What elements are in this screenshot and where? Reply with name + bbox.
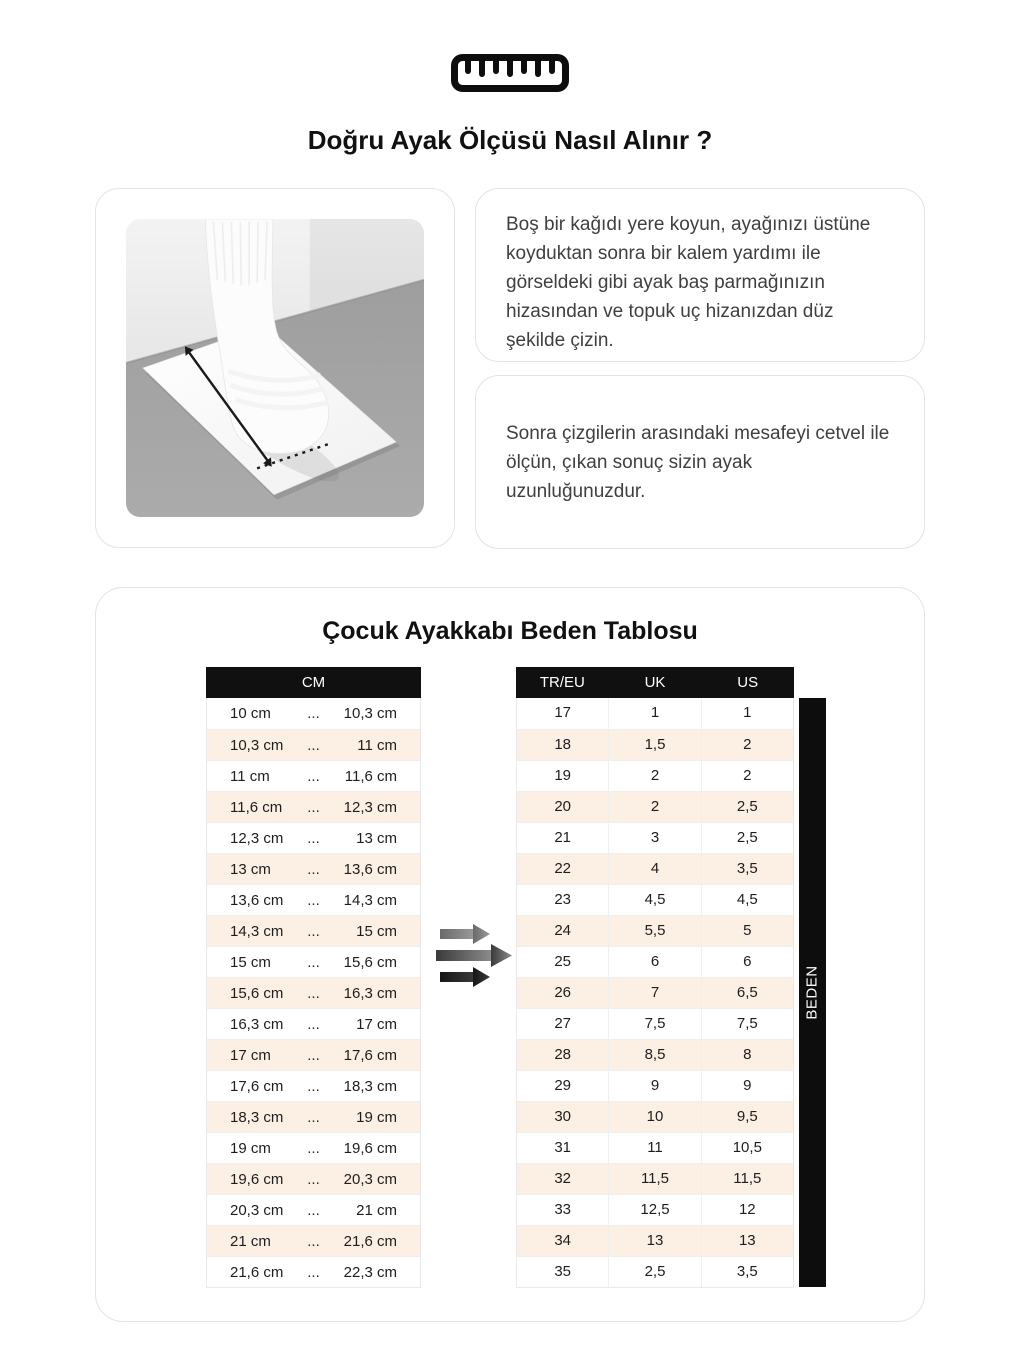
us-value: 5 (701, 916, 793, 946)
cm-to-value: 17,6 cm (343, 1046, 397, 1064)
range-dots: ... (307, 1015, 320, 1033)
cm-from-value: 15,6 cm (230, 984, 284, 1002)
size-table-row (517, 1225, 793, 1256)
tr-eu-value: 22 (554, 860, 571, 877)
range-dots: ... (307, 829, 320, 847)
cm-to-value: 12,3 cm (343, 798, 397, 816)
cm-table-row (207, 698, 420, 729)
size-table-row (517, 729, 793, 760)
size-table-row (517, 915, 793, 946)
tr-eu-value: 27 (554, 1015, 571, 1032)
us-value: 1 (701, 698, 793, 729)
size-table-row (517, 884, 793, 915)
uk-value: 7,5 (608, 1009, 700, 1039)
range-dots: ... (307, 922, 320, 940)
range-dots: ... (307, 953, 320, 971)
instructions-column (475, 188, 925, 549)
uk-value: 6 (608, 947, 700, 977)
uk-value: 10 (608, 1102, 700, 1132)
page-title: Doğru Ayak Ölçüsü Nasıl Alınır ? (307, 125, 713, 155)
cm-from-value: 10 cm (230, 705, 271, 722)
uk-value: 4,5 (608, 885, 700, 915)
us-header-label: US (737, 674, 759, 691)
tr-eu-value: 32 (554, 1170, 571, 1187)
ruler-icon-wrap (0, 0, 1020, 92)
tr-eu-value: 21 (554, 829, 571, 846)
cm-table-row (207, 729, 420, 760)
range-dots: ... (307, 891, 320, 909)
cm-to-value: 16,3 cm (343, 984, 397, 1002)
range-dots: ... (307, 1263, 320, 1281)
cm-to-value: 21 cm (356, 1201, 397, 1219)
us-value: 9 (701, 1071, 793, 1101)
instruction-step-2 (475, 375, 925, 549)
cm-to-value: 15,6 cm (343, 953, 397, 971)
beden-label-text: BEDEN (804, 965, 821, 1020)
size-table-body (516, 698, 794, 1288)
range-dots: ... (307, 860, 320, 878)
size-table-row (517, 1163, 793, 1194)
us-value: 6 (701, 947, 793, 977)
cm-from-value: 20,3 cm (230, 1201, 284, 1219)
cm-from-value: 13,6 cm (230, 891, 284, 909)
tr-eu-value: 25 (554, 953, 571, 970)
cm-to-value: 21,6 cm (343, 1232, 397, 1250)
range-dots: ... (307, 1139, 320, 1157)
tr-eu-value: 24 (554, 922, 571, 939)
size-table-row (517, 1132, 793, 1163)
cm-table (206, 667, 421, 1288)
cm-from-value: 11,6 cm (230, 798, 283, 816)
size-conversion-table (516, 667, 794, 1288)
tr-eu-value: 33 (554, 1201, 571, 1218)
instructions-row (95, 188, 925, 549)
cm-table-row (207, 1225, 420, 1256)
cm-table-row (207, 1039, 420, 1070)
cm-to-value: 17 cm (356, 1015, 397, 1033)
tr-eu-value: 17 (554, 704, 571, 721)
cm-from-value: 10,3 cm (230, 736, 284, 754)
uk-value: 1,5 (608, 730, 700, 760)
range-dots: ... (307, 1170, 320, 1188)
cm-to-value: 20,3 cm (343, 1170, 397, 1188)
us-value: 2 (701, 761, 793, 791)
uk-value: 2 (608, 761, 700, 791)
us-value: 10,5 (701, 1133, 793, 1163)
uk-value: 8,5 (608, 1040, 700, 1070)
cm-table-row (207, 1256, 420, 1287)
tr-eu-value: 23 (554, 891, 571, 908)
tr-eu-value: 19 (554, 767, 571, 784)
cm-table-row (207, 915, 420, 946)
size-table-row (517, 1070, 793, 1101)
cm-to-value: 19 cm (356, 1108, 397, 1126)
cm-from-value: 11 cm (230, 767, 270, 785)
cm-to-value: 11,6 cm (344, 767, 397, 785)
range-dots: ... (307, 1232, 320, 1250)
uk-value: 7 (608, 978, 700, 1008)
cm-table-row (207, 822, 420, 853)
us-value: 11,5 (701, 1164, 793, 1194)
instruction-step-1-text: Boş bir kağıdı yere koyun, ayağınızı üstüne koyduktan sonra bir kalem yardımı ile görseldeki gibi ayak baş parmağınızın hizasından ve topuk uç hizanızdan düz şekilde çizin. (506, 214, 871, 351)
size-table-row (517, 1039, 793, 1070)
range-dots: ... (307, 1077, 320, 1095)
size-table-row (517, 977, 793, 1008)
tr-eu-value: 35 (554, 1263, 571, 1280)
cm-from-value: 13 cm (230, 860, 271, 878)
cm-from-value: 17 cm (230, 1046, 271, 1064)
tr-eu-value: 34 (554, 1232, 571, 1249)
cm-header-label: CM (301, 674, 326, 691)
us-value: 2 (701, 730, 793, 760)
tr-eu-value: 28 (554, 1046, 571, 1063)
ruler-icon (451, 54, 569, 92)
uk-value: 11,5 (608, 1164, 700, 1194)
cm-from-value: 21,6 cm (230, 1263, 284, 1281)
cm-table-row (207, 884, 420, 915)
size-table-row (517, 698, 793, 729)
tr-eu-header-label: TR/EU (539, 674, 585, 691)
cm-table-row (207, 1194, 420, 1225)
size-table-row (517, 1101, 793, 1132)
us-value: 4,5 (701, 885, 793, 915)
cm-table-row (207, 1008, 420, 1039)
cm-from-value: 14,3 cm (230, 922, 284, 940)
cm-table-header (206, 667, 421, 698)
uk-value: 5,5 (608, 916, 700, 946)
beden-vertical-label (799, 698, 826, 1287)
cm-to-value: 19,6 cm (343, 1139, 397, 1157)
uk-value: 4 (608, 854, 700, 884)
us-value: 3,5 (701, 854, 793, 884)
cm-table-row (207, 853, 420, 884)
range-dots: ... (307, 798, 320, 816)
cm-table-row (207, 1101, 420, 1132)
cm-from-value: 18,3 cm (230, 1108, 284, 1126)
cm-to-value: 11 cm (357, 736, 397, 754)
uk-value: 9 (608, 1071, 700, 1101)
tr-eu-value: 30 (554, 1108, 571, 1125)
cm-table-row (207, 1163, 420, 1194)
cm-table-row (207, 977, 420, 1008)
uk-value: 2 (608, 792, 700, 822)
us-value: 3,5 (701, 1257, 793, 1287)
range-dots: ... (307, 1046, 320, 1064)
us-value: 8 (701, 1040, 793, 1070)
size-table-row (517, 1194, 793, 1225)
foot-measure-photo-card (95, 188, 455, 548)
cm-to-value: 13 cm (356, 829, 397, 847)
size-table-row (517, 946, 793, 977)
uk-value: 2,5 (608, 1257, 700, 1287)
size-table-row (517, 760, 793, 791)
range-dots: ... (307, 1108, 320, 1126)
range-dots: ... (307, 984, 320, 1002)
size-table-title: Çocuk Ayakkabı Beden Tablosu (322, 617, 698, 645)
cm-to-value: 10,3 cm (343, 705, 397, 722)
range-dots: ... (307, 1201, 320, 1219)
size-table-row (517, 791, 793, 822)
tr-eu-value: 18 (554, 736, 571, 753)
cm-to-value: 13,6 cm (343, 860, 397, 878)
cm-to-value: 15 cm (356, 922, 397, 940)
uk-value: 3 (608, 823, 700, 853)
cm-from-value: 12,3 cm (230, 829, 284, 847)
uk-header-label: UK (644, 674, 666, 691)
instruction-step-2-text: Sonra çizgilerin arasındaki mesafeyi cetvel ile ölçün, çıkan sonuç sizin ayak uzunluğunuzdur. (506, 422, 890, 502)
uk-value: 12,5 (608, 1195, 700, 1225)
size-table-row (517, 853, 793, 884)
cm-table-row (207, 791, 420, 822)
us-value: 6,5 (701, 978, 793, 1008)
cm-table-row (207, 946, 420, 977)
uk-value: 13 (608, 1226, 700, 1256)
foot-on-paper-illustration (126, 219, 424, 517)
cm-to-value: 18,3 cm (343, 1077, 397, 1095)
uk-value: 11 (608, 1133, 700, 1163)
cm-from-value: 19 cm (230, 1139, 271, 1157)
us-value: 12 (701, 1195, 793, 1225)
us-value: 2,5 (701, 823, 793, 853)
uk-value: 1 (608, 698, 700, 729)
conversion-arrows-icon (436, 921, 514, 994)
size-table-row (517, 1008, 793, 1039)
cm-from-value: 17,6 cm (230, 1077, 284, 1095)
us-value: 9,5 (701, 1102, 793, 1132)
cm-from-value: 19,6 cm (230, 1170, 284, 1188)
cm-from-value: 16,3 cm (230, 1015, 284, 1033)
cm-table-row (207, 1132, 420, 1163)
cm-table-body (206, 698, 421, 1288)
cm-to-value: 14,3 cm (343, 891, 397, 909)
cm-table-row (207, 760, 420, 791)
tr-eu-value: 29 (554, 1077, 571, 1094)
range-dots: ... (307, 705, 320, 722)
size-table-card (95, 587, 925, 1322)
cm-table-row (207, 1070, 420, 1101)
instruction-step-1 (475, 188, 925, 362)
us-value: 2,5 (701, 792, 793, 822)
foot-measure-photo (126, 219, 424, 517)
cm-to-value: 22,3 cm (343, 1263, 397, 1281)
size-table-header (516, 667, 794, 698)
us-value: 13 (701, 1226, 793, 1256)
range-dots: ... (307, 736, 320, 754)
tr-eu-value: 26 (554, 984, 571, 1001)
range-dots: ... (307, 767, 320, 785)
size-table-row (517, 1256, 793, 1287)
us-value: 7,5 (701, 1009, 793, 1039)
tr-eu-value: 31 (554, 1139, 571, 1156)
tr-eu-value: 20 (554, 798, 571, 815)
size-table-row (517, 822, 793, 853)
cm-from-value: 15 cm (230, 953, 271, 971)
cm-from-value: 21 cm (230, 1232, 271, 1250)
